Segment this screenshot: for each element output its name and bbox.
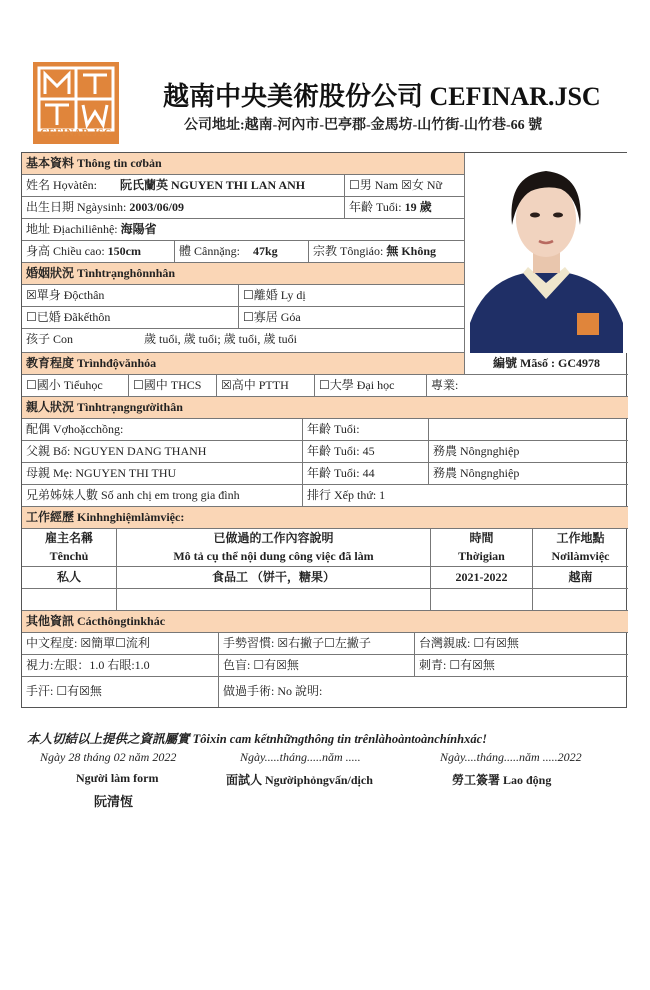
applicant-code (464, 353, 628, 375)
section-education (22, 353, 464, 375)
weight-label: 體 Cânnặng: (179, 244, 240, 258)
section-marital-title: 婚姻狀況 Tìnhtrạnghônnhân (26, 266, 176, 280)
address-value: 海陽省 (120, 222, 157, 236)
handedness: 手勢習慣: ☒右撇子☐左撇子 (218, 633, 414, 654)
age-field (344, 197, 464, 218)
marital-widowed: ☐寡居 Góa (238, 307, 464, 328)
taiwan-relatives: 台灣親戚: ☐有☒無 (414, 633, 628, 654)
work-header-time (430, 529, 532, 566)
name-value: 阮氏蘭英 NGUYEN THI LAN ANH (120, 178, 306, 192)
height-label: 身高 Chiều cao: (26, 244, 105, 258)
weight-field (174, 241, 308, 262)
marital-single: ☒單身 Độcthân (26, 288, 105, 302)
gender-field (344, 175, 464, 196)
work-header-time-vi: Thờigian (458, 549, 505, 563)
section-other-title: 其他資訊 Cácthôngtinkhác (26, 614, 166, 628)
section-basic-info (22, 153, 464, 175)
edu-primary: ☐國小 Tiểuhọc (26, 378, 103, 392)
work-desc: 食品工 （饼干，糖果） (116, 567, 430, 588)
gender-male: ☐男 Nam (349, 178, 399, 192)
age-value: 19 歲 (404, 200, 432, 214)
work-empty-employer (22, 589, 116, 610)
row-other-1 (22, 633, 628, 655)
address-field (22, 219, 464, 240)
sibling-rank: 排行 Xếp thứ: 1 (302, 485, 628, 506)
row-education (22, 375, 628, 397)
company-address: 公司地址:越南-河內市-巴亭郡-金馬坊-山竹街-山竹巷-66 號 (184, 118, 543, 133)
dob-label: 出生日期 Ngàysinh: (26, 200, 127, 214)
applicant-photo (464, 153, 627, 353)
work-employer: 私人 (56, 570, 81, 584)
work-header-time-zh: 時間 (469, 531, 494, 545)
work-header-desc-zh: 已做過的工作內容說明 (213, 531, 334, 545)
section-education-title: 教育程度 Trìnhđộvănhóa (26, 356, 157, 370)
row-dob (22, 197, 464, 219)
chinese-level: 中文程度: ☒簡單☐流利 (26, 636, 150, 650)
work-empty-time (430, 589, 532, 610)
signer-form: Người làm form (76, 771, 159, 785)
edu-middle: ☐國中 THCS (128, 375, 216, 396)
tattoo: 刺青: ☐有☒無 (414, 655, 628, 676)
date-applicant: Ngày 28 tháng 02 năm 2022 (40, 750, 177, 764)
row-body (22, 241, 464, 263)
children-label: 孩子 Con (26, 332, 74, 346)
row-work-2 (22, 589, 628, 611)
work-header-employer (22, 529, 116, 566)
row-children (22, 329, 464, 353)
work-header-place-vi: Nơilàmviệc (551, 549, 610, 563)
work-header-desc-vi: Mô tả cụ thể nội dung công việc đã làm (173, 549, 374, 563)
company-title: 越南中央美術股份公司 CEFINAR.JSC (163, 82, 601, 111)
color-blindness: 色盲: ☐有☒無 (218, 655, 414, 676)
work-empty-place (532, 589, 628, 610)
edu-high: ☒高中 PTTH (216, 375, 314, 396)
row-other-3 (22, 677, 628, 707)
siblings-field: 兄弟姊妹人數 Số anh chị em trong gia đình (26, 488, 240, 502)
dob-value: 2003/06/09 (129, 200, 185, 214)
section-marital (22, 263, 464, 285)
vision: 視力:左眼：1.0 右眼:1.0 (26, 658, 150, 672)
religion-label: 宗教 Tôngiáo: (313, 244, 384, 258)
work-header-place-zh: 工作地點 (556, 531, 605, 545)
father-field: 父親 Bố: NGUYEN DANG THANH (26, 444, 207, 458)
row-address (22, 219, 464, 241)
work-header-employer-zh: 雇主名稱 (44, 531, 93, 545)
code-value: 編號 Mãsố : GC4978 (464, 353, 628, 374)
signer-worker: 勞工簽署 Lao động (452, 773, 552, 787)
date-worker: Ngày....tháng.....năm .....2022 (440, 750, 582, 764)
row-other-2 (22, 655, 628, 677)
section-family (22, 397, 628, 419)
religion-field (308, 241, 464, 262)
work-header-desc (116, 529, 430, 566)
edu-major: 專業: (426, 375, 628, 396)
work-header-place (532, 529, 628, 566)
address-label: 地址 Địachiliênhệ: (26, 222, 118, 236)
father-age: 年齡 Tuổi: 45 (302, 441, 428, 462)
section-work (22, 507, 628, 529)
mother-age: 年齡 Tuổi: 44 (302, 463, 428, 484)
section-family-title: 親人狀況 Tìnhtrạngngườithân (26, 400, 183, 414)
age-label: 年齡 Tuổi: (349, 200, 402, 214)
gender-female: ☒女 Nữ (401, 178, 443, 192)
height-field (22, 241, 174, 262)
row-father (22, 441, 628, 463)
mother-job: 務農 Nôngnghiệp (428, 463, 628, 484)
logo-caption: CEFINAR.JSC (40, 128, 112, 139)
row-mother (22, 463, 628, 485)
row-marital-2 (22, 307, 464, 329)
section-basic-title: 基本資料 Thông tin cơbản (26, 156, 162, 170)
children-ages: 歲 tuổi, 歲 tuổi; 歲 tuổi, 歲 tuổi (144, 332, 298, 346)
work-time: 2021-2022 (430, 567, 532, 588)
father-job: 務農 Nôngnghiệp (428, 441, 628, 462)
spouse-job (428, 419, 628, 440)
pledge-text: 本人切結以上提供之資訊屬實 Tôixin cam kếtnhữngthông tin trênlàhoàntoànchínhxác! (27, 732, 487, 746)
date-interviewer: Ngày.....tháng.....năm ..... (240, 750, 361, 764)
signer-interviewer: 面試人 Ngườiphỏngvấn/dịch (226, 773, 373, 787)
row-spouse (22, 419, 628, 441)
spouse-age: 年齡 Tuổi: (302, 419, 428, 440)
section-work-title: 工作經歷 Kinhnghiệmlàmviệc: (26, 510, 185, 524)
height-value: 150cm (107, 244, 141, 258)
row-marital-1 (22, 285, 464, 307)
section-other (22, 611, 628, 633)
application-form (21, 152, 627, 708)
marital-divorced: ☐離婚 Ly dị (238, 285, 464, 306)
mother-field: 母親 Mẹ: NGUYEN THI THU (26, 466, 177, 480)
name-label: 姓名 Họvàtên: (26, 178, 97, 192)
religion-value: 無 Không (386, 244, 437, 258)
surgery: 做過手術: No 說明: (218, 677, 628, 707)
row-work-1 (22, 567, 628, 589)
edu-university: ☐大學 Đại học (314, 375, 426, 396)
work-header-employer-vi: Tênchủ (49, 549, 89, 563)
row-work-header (22, 529, 628, 567)
work-empty-desc (116, 589, 430, 610)
weight-value: 47kg (253, 244, 278, 258)
marital-married: ☐已婚 Đãkếthôn (26, 310, 111, 324)
work-place: 越南 (532, 567, 628, 588)
spouse-field: 配偶 Vợhoặcchồng: (26, 422, 124, 436)
hand-sweat: 手汗: ☐有☒無 (26, 684, 102, 698)
row-siblings (22, 485, 628, 507)
signer-name: 阮清恆 (94, 794, 134, 809)
dob-field (22, 197, 344, 218)
row-name (22, 175, 464, 197)
